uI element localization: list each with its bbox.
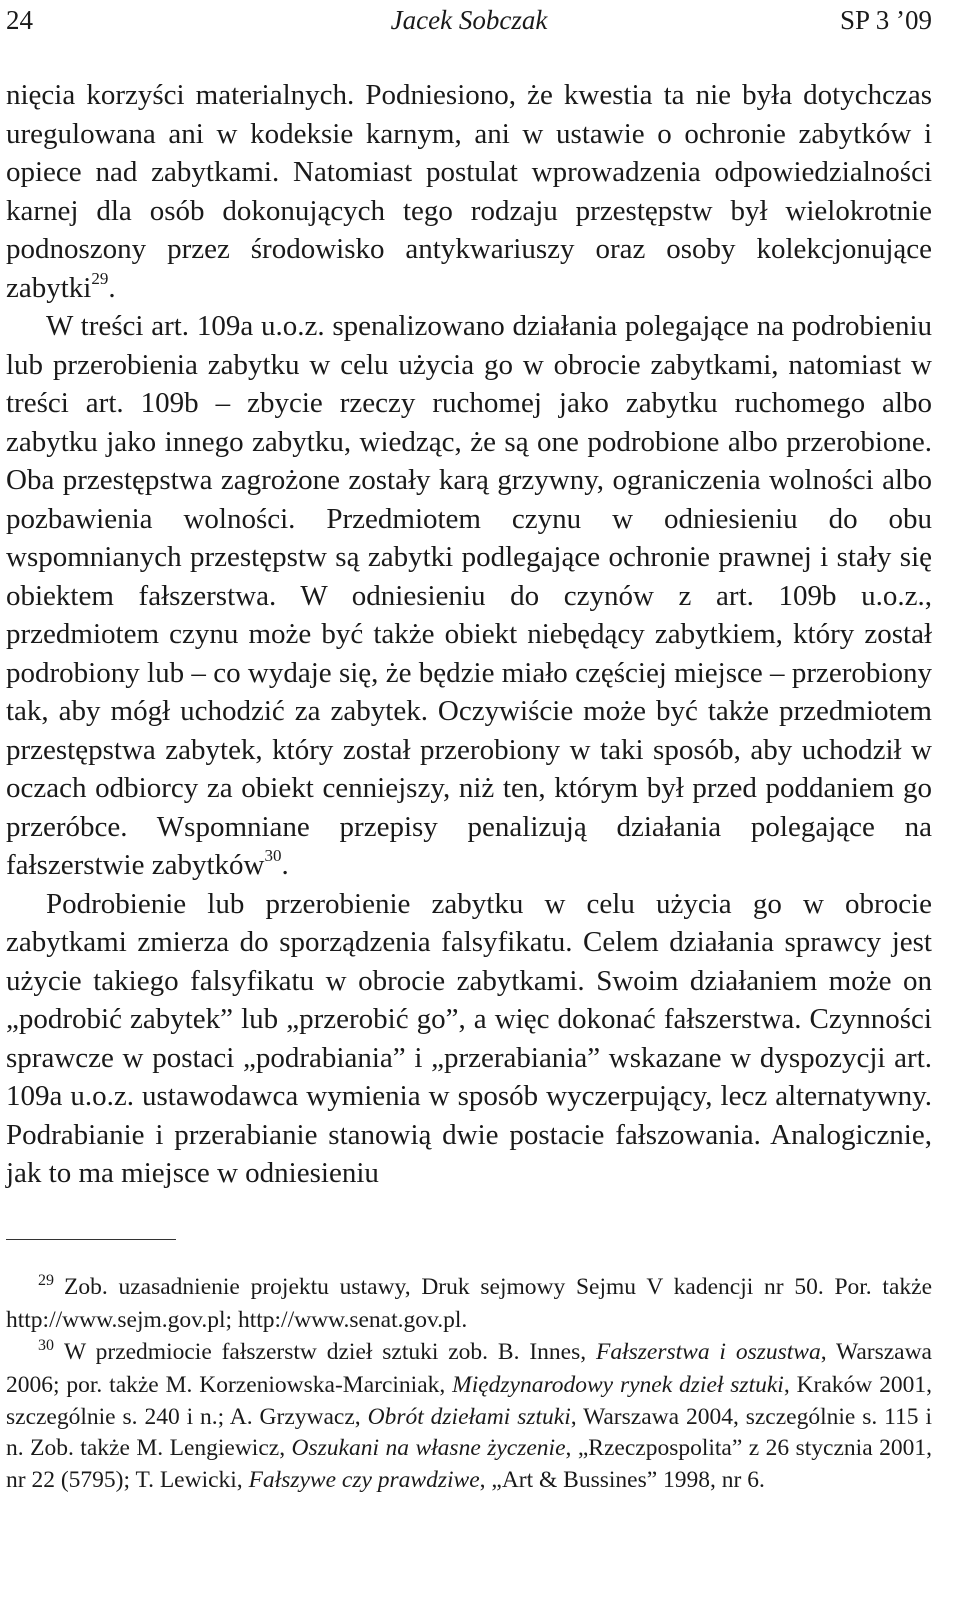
footnote-30-title: Obrót dziełami sztuki [367, 1403, 571, 1430]
footnote-ref-29[interactable]: 29 [91, 268, 109, 288]
running-head [6, 0, 932, 44]
paragraph-1-end: . [108, 271, 116, 304]
footnote-separator [6, 1239, 176, 1240]
paragraph-3-text: Podrobienie lub przerobienie zabytku w celu użycia go w obrocie zabytkami zmierza do sporządzenia falsyfikatu. Celem działania sprawcy jest użycie takiego falsyfikatu w obrocie zabytkami. Swoim działaniem może on „podrobić zabytek” lub „przerobić go”, a więc dokonać fałszerstwa. Czynności sprawcze w postaci „podrabiania” i „przerabiania” wskazane w dyspozycji art. 109a u.o.z. ustawodawca wymienia w sposób wyczerpujący, lecz alternatywny. Podrabianie i przerabianie stanowią dwie postacie fałszowania. Analogicznie, jak to ma miejsce w odniesieniu [6, 887, 932, 1189]
footnote-30-title: Fałszywe czy prawdziwe [248, 1466, 480, 1493]
paragraph-1-text: nięcia korzyści materialnych. Podniesiono, że kwestia ta nie była dotychczas uregulowana ani w kodeksie karnym, ani w ustawie o ochronie zabytków i opiece nad zabytkami. Natomiast postulat wprowadzenia odpowiedzialności karnej dla osób dokonujących tego rodzaju przestępstw był wielokrotnie podnoszony przez środowisko antykwariuszy oraz osoby kolekcjonujące zabytki [6, 79, 932, 304]
footnote-30-segment: W przedmiocie fałszerstw dzieł sztuki zob. B. Innes, [64, 1338, 596, 1365]
footnote-30 [6, 1337, 932, 1497]
footnote-29-text: Zob. uzasadnienie projektu ustawy, Druk sejmowy Sejmu V kadencji nr 50. Por. także http://www.sejm.gov.pl; http://www.senat.gov.pl. [6, 1273, 932, 1333]
footnote-30-segment: , Warszawa 2006; por. także M. Korzeniowska-Marciniak, [6, 1338, 932, 1398]
running-head-author: Jacek Sobczak [390, 5, 548, 35]
footnotes [6, 1272, 932, 1497]
running-head-journal: SP 3 ’09 [839, 5, 932, 35]
footnote-30-title: Fałszerstwa i oszustwa [595, 1338, 821, 1365]
paragraph-2-text: W treści art. 109a u.o.z. spenalizowano działania polegające na podrobieniu lub przerobienia zabytku w celu użycia go w obrocie zabytkami, natomiast w treści art. 109b – zbycie rzeczy ruchomej jako zabytku ruchomego albo zabytku jako innego zabytku, wiedząc, że są one podrobione albo przerobione. Oba przestępstwa zagrożone zostały karą grzywny, ograniczenia wolności albo pozbawienia wolności. Przedmiotem czynu w odniesieniu do obu wspomnianych przestępstw są zabytki podlegające ochronie prawnej i stały się obiektem fałszerstwa. W odniesieniu do czynów z art. 109b u.o.z., przedmiotem czynu może być także obiekt niebędący zabytkiem, który został podrobiony lub – co wydaje się, że będzie miało częściej miejsce – przerobiony tak, aby mógł uchodzić za zabytek. Oczywiście może być także przedmiotem przestępstwa zabytek, który został przerobiony w taki sposób, aby uchodził w oczach odbiorcy za obiekt cenniejszy, niż ten, którym był przed poddaniem go przeróbce. Wspomniane przepisy penalizują działania polegające na fałszerstwie zabytków [6, 310, 932, 881]
paragraph-3 [6, 885, 932, 1193]
paragraph-1 [6, 76, 932, 307]
footnote-29 [6, 1272, 932, 1337]
document-page [6, 0, 932, 1496]
footnote-30-title: Oszukani na własne życzenie [291, 1435, 566, 1461]
footnote-ref-30[interactable]: 30 [264, 846, 282, 866]
footnote-30-number: 30 [38, 1336, 54, 1354]
footnote-29-number: 29 [38, 1271, 54, 1289]
footnote-30-segment: , „Art & Bussines” 1998, nr 6. [479, 1466, 765, 1493]
body-text [6, 76, 932, 1193]
footnote-30-segment: , „Rzeczpospolita” z 26 stycznia 2001, nr 22 (5795); T. Lewicki, [6, 1435, 932, 1493]
footnote-30-title: Międzynarodowy rynek dzieł sztuki [452, 1372, 784, 1398]
paragraph-2-end: . [281, 849, 289, 881]
page-number: 24 [6, 5, 33, 35]
paragraph-2 [6, 307, 932, 885]
footnote-30-segment: , Warszawa 2004, szczególnie s. 115 i n. Zob. także M. Lengiewicz, [6, 1403, 932, 1461]
footnote-30-segment: , Kraków 2001, szczególnie s. 240 i n.; A. Grzywacz, [6, 1372, 933, 1430]
